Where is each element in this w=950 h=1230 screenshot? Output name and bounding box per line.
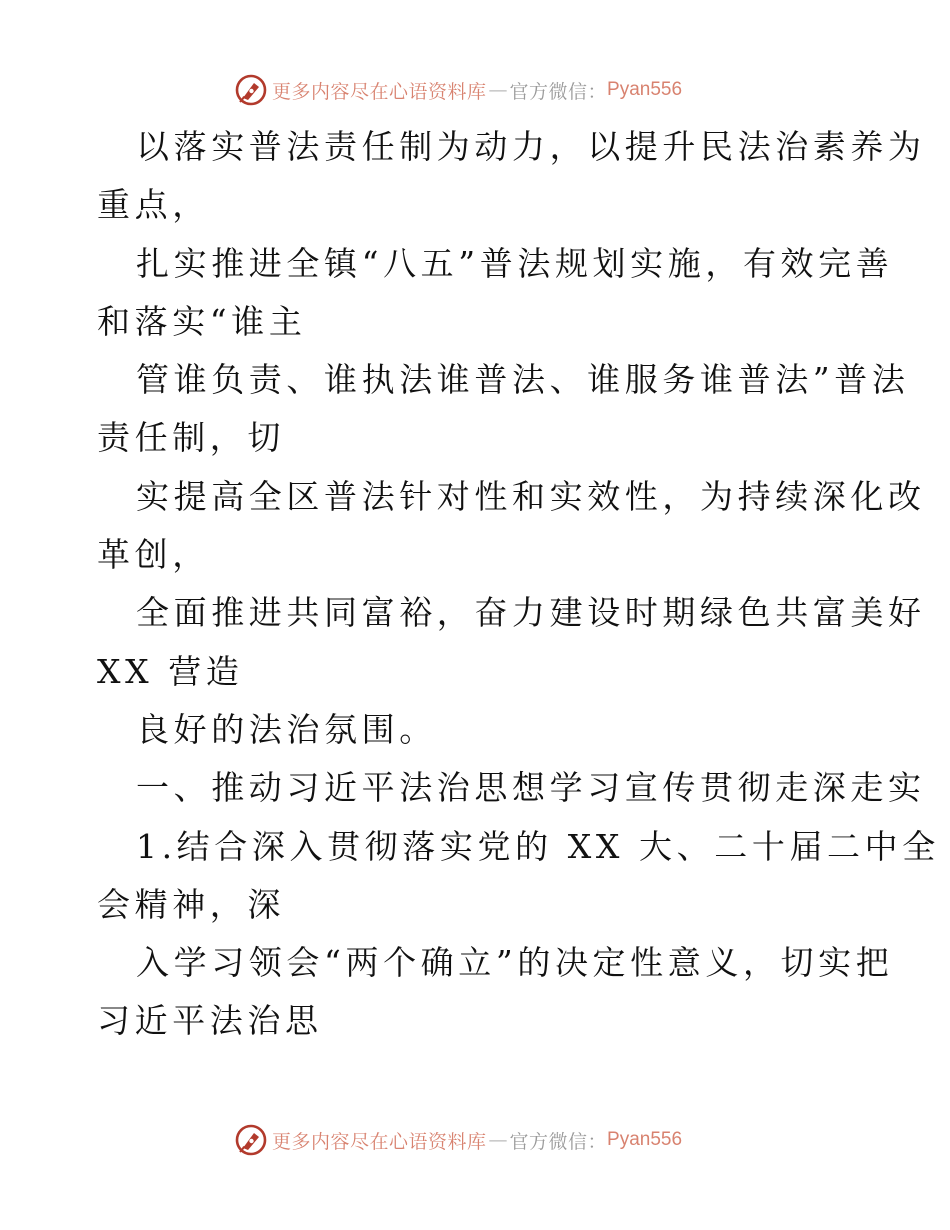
text-line: 以落实普法责任制为动力，以提升民法治素养为 [136, 127, 926, 166]
text-line: 习近平法治思 [97, 1001, 323, 1041]
watermark-wechat-id: Pyan556 [607, 1129, 683, 1150]
pen-nib-circle-icon [234, 73, 268, 107]
watermark-dash: — [488, 1129, 508, 1151]
watermark-wechat-id: Pyan556 [607, 79, 683, 100]
watermark-contact-label: 官方微信： [509, 1130, 608, 1153]
text-line: XX 营造 [97, 651, 244, 691]
text-line: 和落实“谁主 [97, 301, 307, 341]
text-line: 革创， [97, 535, 210, 575]
section-heading: 一、推动习近平法治思想学习宣传贯彻走深走实 [136, 768, 926, 808]
watermark-dash: — [488, 79, 508, 101]
watermark-text: 更多内容尽在心语资料库 [272, 80, 487, 103]
watermark-contact-label: 官方微信： [509, 80, 608, 103]
text-line: 1.结合深入贯彻落实党的 XX 大、二十届二中全 [136, 826, 940, 866]
text-line: 责任制，切 [97, 418, 285, 458]
text-line: 重点， [97, 185, 210, 225]
watermark-text: 更多内容尽在心语资料库 [272, 1130, 487, 1153]
text-line: 全面推进共同富裕，奋力建设时期绿色共富美好 [136, 593, 926, 633]
document-body [97, 118, 940, 1051]
text-line: 扎实推进全镇“八五”普法规划实施，有效完善 [136, 243, 894, 283]
header-watermark [234, 72, 682, 108]
text-line: 会精神，深 [97, 884, 285, 924]
footer-watermark [234, 1122, 682, 1158]
text-line: 实提高全区普法针对性和实效性，为持续深化改 [136, 476, 926, 516]
text-line: 良好的法治氛围。 [136, 709, 437, 749]
text-line: 入学习领会“两个确立”的决定性意义，切实把 [136, 943, 894, 983]
text-line: 管谁负责、谁执法谁普法、谁服务谁普法”普法 [136, 360, 910, 400]
pen-nib-circle-icon [234, 1123, 268, 1157]
